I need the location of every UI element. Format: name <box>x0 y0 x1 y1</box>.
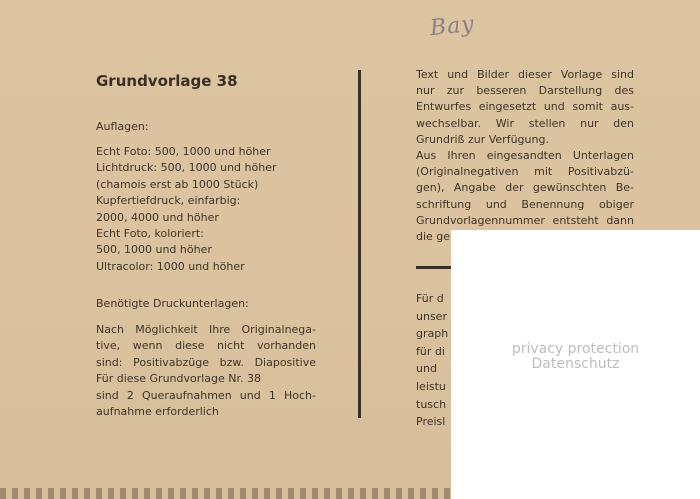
auflagen-line: Echt Foto, koloriert: <box>96 226 204 240</box>
right-lower-line: unser <box>416 309 447 323</box>
auflagen-line: Kupfertiefdruck, einfarbig: <box>96 194 241 208</box>
druck-line: sind 2 Queraufnahmen und 1 Hoch- <box>96 388 316 402</box>
section-rule <box>416 266 456 269</box>
druckunterlagen-text <box>96 322 316 420</box>
right-line: nur zur besseren Darstellung des <box>416 84 634 98</box>
right-line: gen), Angabe der gewünschten Be- <box>416 181 634 195</box>
right-line: schriftung und Benennung obiger <box>416 197 634 211</box>
auflagen-line: Ultracolor: 1000 und höher <box>96 259 245 273</box>
right-lower-line: tusch <box>416 397 447 411</box>
right-column-text <box>416 67 634 245</box>
druckunterlagen-heading: Benötigte Druckunterlagen: <box>96 297 249 310</box>
right-lower-line: Preisl <box>416 415 446 429</box>
right-line: Aus Ihren eingesandten Unterlagen <box>416 148 634 162</box>
right-line: wechselbar. Wir stellen nur den <box>416 116 634 130</box>
right-lower-line: und <box>416 362 437 376</box>
auflagen-heading: Auflagen: <box>96 120 149 133</box>
right-lower-line: leistu <box>416 379 446 393</box>
privacy-label: privacy protection Datenschutz <box>511 341 640 372</box>
right-lower-line: Für d <box>416 292 444 305</box>
right-line: Text und Bilder dieser Vorlage sind <box>416 68 634 81</box>
privacy-overlay <box>451 230 700 499</box>
right-line: Grundvorlagennummer entsteht dann <box>416 213 634 227</box>
right-line: (Originalnegativen mit Positivabzü- <box>416 165 634 179</box>
right-line: Grundriß zur Verfügung. <box>416 132 549 146</box>
auflagen-list <box>96 144 276 275</box>
right-line: die ge <box>416 229 451 243</box>
druck-line: Nach Möglichkeit Ihre Originalnega- <box>96 323 316 336</box>
auflagen-line: 2000, 4000 und höher <box>96 210 219 224</box>
druck-line: tive, wenn diese nicht vorhanden <box>96 339 316 353</box>
right-line: Entwurfes eingesetzt und somit aus- <box>416 100 634 114</box>
druck-line: sind: Positivabzüge bzw. Diapositive <box>96 355 316 369</box>
auflagen-line: Lichtdruck: 500, 1000 und höher <box>96 161 277 175</box>
auflagen-line: 500, 1000 und höher <box>96 243 212 257</box>
druck-line: Für diese Grundvorlage Nr. 38 <box>96 372 262 386</box>
handwritten-note: Bay <box>428 11 476 42</box>
right-lower-line: für di <box>416 344 445 358</box>
druck-line: aufnahme erforderlich <box>96 404 219 418</box>
auflagen-line: Echt Foto: 500, 1000 und höher <box>96 145 271 158</box>
page-title: Grundvorlage 38 <box>96 72 238 90</box>
vertical-divider <box>358 70 361 418</box>
right-lower-line: graph <box>416 327 449 341</box>
bottom-edge <box>0 488 451 499</box>
auflagen-line: (chamois erst ab 1000 Stück) <box>96 177 259 191</box>
